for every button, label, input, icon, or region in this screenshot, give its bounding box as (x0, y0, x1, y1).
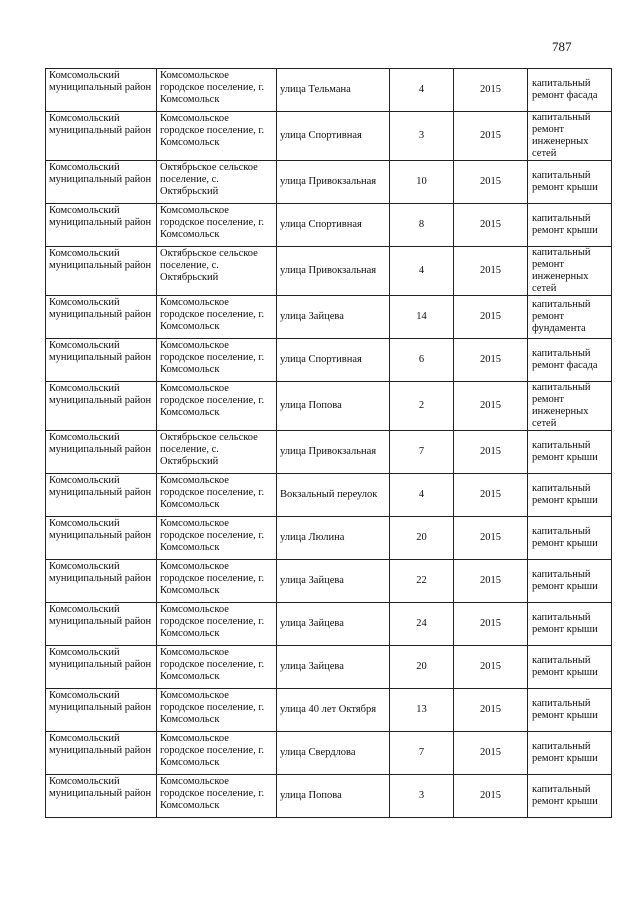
settlement-cell: Комсомольское городское поселение, г. Комсомольск (157, 689, 277, 732)
settlement-cell: Октябрьское сельское поселение, с. Октябрьский (157, 247, 277, 296)
settlement-cell: Комсомольское городское поселение, г. Комсомольск (157, 69, 277, 112)
year-cell: 2015 (454, 560, 528, 603)
house-number-cell: 10 (390, 161, 454, 204)
table-body (46, 69, 612, 818)
year-cell: 2015 (454, 112, 528, 161)
street-cell: улица Свердлова (277, 732, 390, 775)
street-cell: улица Зайцева (277, 296, 390, 339)
table-row (46, 732, 612, 775)
street-cell: улица Зайцева (277, 646, 390, 689)
table-row (46, 560, 612, 603)
street-cell: улица Привокзальная (277, 161, 390, 204)
work-type-cell: капитальный ремонт крыши (528, 732, 612, 775)
house-number-cell: 24 (390, 603, 454, 646)
street-cell: улица Зайцева (277, 560, 390, 603)
district-cell: Комсомольский муниципальный район (46, 431, 157, 474)
street-cell: Вокзальный переулок (277, 474, 390, 517)
street-cell: улица Люлина (277, 517, 390, 560)
house-number-cell: 13 (390, 689, 454, 732)
table-row (46, 247, 612, 296)
year-cell: 2015 (454, 161, 528, 204)
table-row (46, 339, 612, 382)
settlement-cell: Октябрьское сельское поселение, с. Октябрьский (157, 161, 277, 204)
year-cell: 2015 (454, 339, 528, 382)
work-type-cell: капитальный ремонт крыши (528, 560, 612, 603)
work-type-cell: капитальный ремонт инженерных сетей (528, 247, 612, 296)
house-number-cell: 22 (390, 560, 454, 603)
street-cell: улица Спортивная (277, 339, 390, 382)
street-cell: улица Тельмана (277, 69, 390, 112)
work-type-cell: капитальный ремонт фундамента (528, 296, 612, 339)
settlement-cell: Комсомольское городское поселение, г. Комсомольск (157, 112, 277, 161)
district-cell: Комсомольский муниципальный район (46, 517, 157, 560)
table-row (46, 296, 612, 339)
district-cell: Комсомольский муниципальный район (46, 204, 157, 247)
year-cell: 2015 (454, 431, 528, 474)
settlement-cell: Комсомольское городское поселение, г. Комсомольск (157, 646, 277, 689)
street-cell: улица Привокзальная (277, 431, 390, 474)
repair-table (45, 68, 612, 818)
street-cell: улица Спортивная (277, 204, 390, 247)
work-type-cell: капитальный ремонт крыши (528, 474, 612, 517)
work-type-cell: капитальный ремонт крыши (528, 775, 612, 818)
house-number-cell: 8 (390, 204, 454, 247)
street-cell: улица Привокзальная (277, 247, 390, 296)
year-cell: 2015 (454, 732, 528, 775)
table-row (46, 517, 612, 560)
district-cell: Комсомольский муниципальный район (46, 112, 157, 161)
house-number-cell: 4 (390, 69, 454, 112)
district-cell: Комсомольский муниципальный район (46, 646, 157, 689)
district-cell: Комсомольский муниципальный район (46, 603, 157, 646)
table-row (46, 603, 612, 646)
table-row (46, 689, 612, 732)
district-cell: Комсомольский муниципальный район (46, 296, 157, 339)
district-cell: Комсомольский муниципальный район (46, 339, 157, 382)
year-cell: 2015 (454, 204, 528, 247)
street-cell: улица Спортивная (277, 112, 390, 161)
street-cell: улица Попова (277, 775, 390, 818)
house-number-cell: 7 (390, 431, 454, 474)
table-row (46, 646, 612, 689)
year-cell: 2015 (454, 474, 528, 517)
district-cell: Комсомольский муниципальный район (46, 689, 157, 732)
year-cell: 2015 (454, 603, 528, 646)
table-row (46, 112, 612, 161)
house-number-cell: 3 (390, 775, 454, 818)
table-row (46, 161, 612, 204)
house-number-cell: 20 (390, 517, 454, 560)
settlement-cell: Октябрьское сельское поселение, с. Октябрьский (157, 431, 277, 474)
year-cell: 2015 (454, 296, 528, 339)
house-number-cell: 3 (390, 112, 454, 161)
district-cell: Комсомольский муниципальный район (46, 69, 157, 112)
district-cell: Комсомольский муниципальный район (46, 560, 157, 603)
settlement-cell: Комсомольское городское поселение, г. Комсомольск (157, 732, 277, 775)
settlement-cell: Комсомольское городское поселение, г. Комсомольск (157, 775, 277, 818)
work-type-cell: капитальный ремонт крыши (528, 689, 612, 732)
district-cell: Комсомольский муниципальный район (46, 161, 157, 204)
district-cell: Комсомольский муниципальный район (46, 382, 157, 431)
work-type-cell: капитальный ремонт крыши (528, 517, 612, 560)
settlement-cell: Комсомольское городское поселение, г. Комсомольск (157, 339, 277, 382)
work-type-cell: капитальный ремонт крыши (528, 603, 612, 646)
house-number-cell: 14 (390, 296, 454, 339)
work-type-cell: капитальный ремонт инженерных сетей (528, 382, 612, 431)
work-type-cell: капитальный ремонт фасада (528, 339, 612, 382)
house-number-cell: 4 (390, 474, 454, 517)
work-type-cell: капитальный ремонт крыши (528, 646, 612, 689)
work-type-cell: капитальный ремонт крыши (528, 431, 612, 474)
settlement-cell: Комсомольское городское поселение, г. Комсомольск (157, 560, 277, 603)
work-type-cell: капитальный ремонт крыши (528, 161, 612, 204)
district-cell: Комсомольский муниципальный район (46, 474, 157, 517)
district-cell: Комсомольский муниципальный район (46, 732, 157, 775)
table-row (46, 474, 612, 517)
table-row (46, 431, 612, 474)
year-cell: 2015 (454, 69, 528, 112)
house-number-cell: 2 (390, 382, 454, 431)
table-row (46, 775, 612, 818)
settlement-cell: Комсомольское городское поселение, г. Комсомольск (157, 204, 277, 247)
district-cell: Комсомольский муниципальный район (46, 775, 157, 818)
settlement-cell: Комсомольское городское поселение, г. Комсомольск (157, 382, 277, 431)
house-number-cell: 4 (390, 247, 454, 296)
page-number: 787 (552, 39, 572, 54)
settlement-cell: Комсомольское городское поселение, г. Комсомольск (157, 517, 277, 560)
settlement-cell: Комсомольское городское поселение, г. Комсомольск (157, 603, 277, 646)
year-cell: 2015 (454, 775, 528, 818)
work-type-cell: капитальный ремонт инженерных сетей (528, 112, 612, 161)
work-type-cell: капитальный ремонт фасада (528, 69, 612, 112)
street-cell: улица 40 лет Октября (277, 689, 390, 732)
year-cell: 2015 (454, 517, 528, 560)
street-cell: улица Попова (277, 382, 390, 431)
table-row (46, 382, 612, 431)
house-number-cell: 20 (390, 646, 454, 689)
year-cell: 2015 (454, 689, 528, 732)
settlement-cell: Комсомольское городское поселение, г. Комсомольск (157, 474, 277, 517)
settlement-cell: Комсомольское городское поселение, г. Комсомольск (157, 296, 277, 339)
district-cell: Комсомольский муниципальный район (46, 247, 157, 296)
table-row (46, 69, 612, 112)
table-row (46, 204, 612, 247)
street-cell: улица Зайцева (277, 603, 390, 646)
house-number-cell: 7 (390, 732, 454, 775)
year-cell: 2015 (454, 646, 528, 689)
house-number-cell: 6 (390, 339, 454, 382)
work-type-cell: капитальный ремонт крыши (528, 204, 612, 247)
year-cell: 2015 (454, 247, 528, 296)
year-cell: 2015 (454, 382, 528, 431)
